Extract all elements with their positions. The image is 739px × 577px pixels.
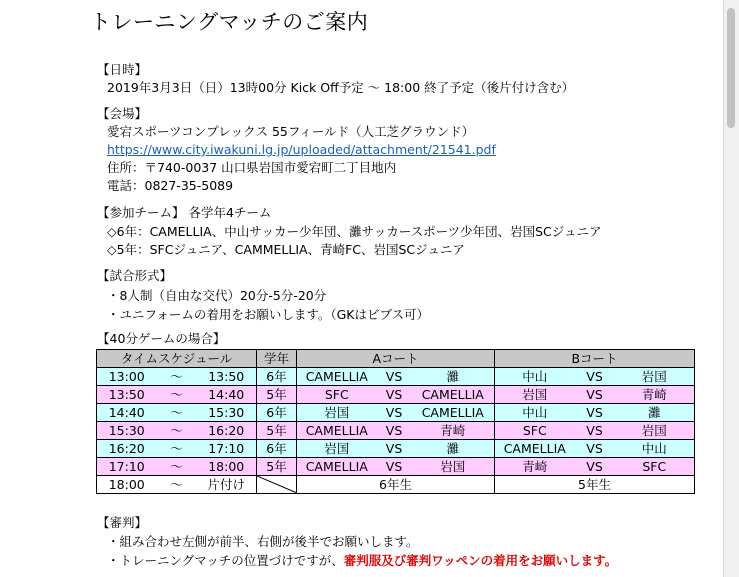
court-b-vs: VS [575, 386, 615, 404]
referee-heading: 【審判】 [97, 515, 148, 530]
court-b-team-2: 青崎 [615, 386, 695, 404]
teams-heading: 【参加チーム】 各学年4チーム [97, 205, 272, 220]
court-b-team-1: 中山 [495, 368, 575, 386]
row-sep: 〜 [157, 458, 197, 476]
row-start: 13:50 [97, 386, 157, 404]
table-header-row [97, 350, 695, 368]
row-end: 15:30 [197, 404, 257, 422]
table-row [97, 422, 695, 440]
datetime-text: 2019年3月3日（日）13時00分 Kick Off予定 〜 18:00 終了予定（後片付け含む） [107, 80, 575, 95]
court-a-team-1: CAMELLIA [297, 368, 377, 386]
referee-note-1: ・組み合わせ左側が前半、右側が後半でお願いします。 [107, 534, 419, 549]
court-b-team-2: 灘 [615, 404, 695, 422]
court-a-vs: VS [377, 422, 412, 440]
court-a-vs: VS [377, 386, 412, 404]
header-grade: 学年 [257, 350, 297, 368]
schedule-table [96, 349, 695, 494]
court-a-vs: VS [377, 368, 412, 386]
court-b-team-2: 岩国 [615, 422, 695, 440]
row-grade: 6年 [257, 368, 297, 386]
venue-link[interactable]: https://www.city.iwakuni.lg.jp/uploaded/attachment/21541.pdf [107, 142, 496, 157]
court-a-team-1: SFC [297, 386, 377, 404]
row-start: 14:40 [97, 404, 157, 422]
row-end: 17:10 [197, 440, 257, 458]
header-time: タイムスケジュール [97, 350, 257, 368]
court-a-team-2: 岩国 [412, 458, 495, 476]
row-end: 16:20 [197, 422, 257, 440]
court-a-vs: VS [377, 440, 412, 458]
format-rule-2: ・ユニフォームの着用をお願いします。（GKはビブス可） [107, 307, 430, 322]
row-sep: 〜 [157, 386, 197, 404]
court-b-vs: VS [575, 422, 615, 440]
schedule-heading: 【40分ゲームの場合】 [97, 331, 226, 346]
court-a-team-2: 灘 [412, 440, 495, 458]
table-row [97, 386, 695, 404]
row-start: 13:00 [97, 368, 157, 386]
row-end: 片付け [197, 476, 257, 494]
row-grade: 5年 [257, 386, 297, 404]
row-grade: 6年 [257, 404, 297, 422]
row-grade: 6年 [257, 440, 297, 458]
court-a-team-1: CAMELLIA [297, 422, 377, 440]
court-b-team-1: CAMELLIA [495, 440, 575, 458]
row-sep: 〜 [157, 368, 197, 386]
court-b-team-1: 中山 [495, 404, 575, 422]
table-row [97, 368, 695, 386]
row-end: 14:40 [197, 386, 257, 404]
court-a-vs: VS [377, 458, 412, 476]
court-a-team-1: 岩国 [297, 440, 377, 458]
row-start: 18:00 [97, 476, 157, 494]
row-grade: 5年 [257, 422, 297, 440]
header-court-b: Bコート [495, 350, 695, 368]
row-start: 17:10 [97, 458, 157, 476]
court-a-team-2: 青崎 [412, 422, 495, 440]
table-row [97, 458, 695, 476]
row-start: 15:30 [97, 422, 157, 440]
referee-note-2 [107, 553, 617, 569]
row-sep: 〜 [157, 476, 197, 494]
court-b-vs: VS [575, 368, 615, 386]
teams-grade6: ◇6年：CAMELLIA、中山サッカー少年団、灘サッカースポーツ少年団、岩国SCジュニア [107, 224, 602, 239]
court-a-team-1: CAMELLIA [297, 458, 377, 476]
grade-blank-cell [257, 476, 297, 494]
page-title: トレーニングマッチのご案内 [90, 10, 369, 34]
row-end: 13:50 [197, 368, 257, 386]
court-b-vs: VS [575, 404, 615, 422]
court-a-vs: VS [377, 404, 412, 422]
venue-address: 住所：〒740-0037 山口県岩国市愛宕町二丁目地内 [107, 160, 397, 175]
court-b-team-2: 岩国 [615, 368, 695, 386]
court-a-team-2: CAMELLIA [412, 404, 495, 422]
court-b-team-2: 中山 [615, 440, 695, 458]
referee-note-2-emphasis: 審判服及び審判ワッペンの着用をお願いします。 [343, 553, 618, 568]
court-a-team-2: CAMELLIA [412, 386, 495, 404]
court-b-vs: VS [575, 440, 615, 458]
row-sep: 〜 [157, 404, 197, 422]
scrollbar-thumb[interactable] [727, 8, 735, 128]
referee-note-2-plain: ・トレーニングマッチの位置づけですが、 [107, 553, 344, 568]
court-b-team-1: SFC [495, 422, 575, 440]
format-heading: 【試合形式】 [97, 268, 173, 283]
header-court-a: Aコート [297, 350, 495, 368]
court-a-team-1: 岩国 [297, 404, 377, 422]
venue-phone: 電話：0827-35-5089 [107, 178, 234, 193]
court-b-vs: VS [575, 458, 615, 476]
venue-name: 愛宕スポーツコンプレックス 55フィールド（人工芝グラウンド） [107, 124, 475, 139]
venue-heading: 【会場】 [97, 106, 148, 121]
row-end: 18:00 [197, 458, 257, 476]
court-b-team-2: SFC [615, 458, 695, 476]
court-b-cleanup: 5年生 [495, 476, 695, 494]
table-row [97, 440, 695, 458]
table-row-cleanup [97, 476, 695, 494]
row-sep: 〜 [157, 422, 197, 440]
court-a-team-2: 灘 [412, 368, 495, 386]
court-b-team-1: 青崎 [495, 458, 575, 476]
format-rule-1: ・8人制（自由な交代）20分-5分-20分 [107, 288, 327, 303]
vertical-scrollbar[interactable] [723, 0, 739, 577]
court-b-team-1: 岩国 [495, 386, 575, 404]
table-row [97, 404, 695, 422]
row-grade: 5年 [257, 458, 297, 476]
row-start: 16:20 [97, 440, 157, 458]
diagonal-slash [257, 476, 297, 493]
datetime-heading: 【日時】 [97, 62, 148, 77]
teams-grade5: ◇5年：SFCジュニア、CAMMELLIA、青崎FC、岩国SCジュニア [107, 242, 465, 257]
court-a-cleanup: 6年生 [297, 476, 495, 494]
row-sep: 〜 [157, 440, 197, 458]
